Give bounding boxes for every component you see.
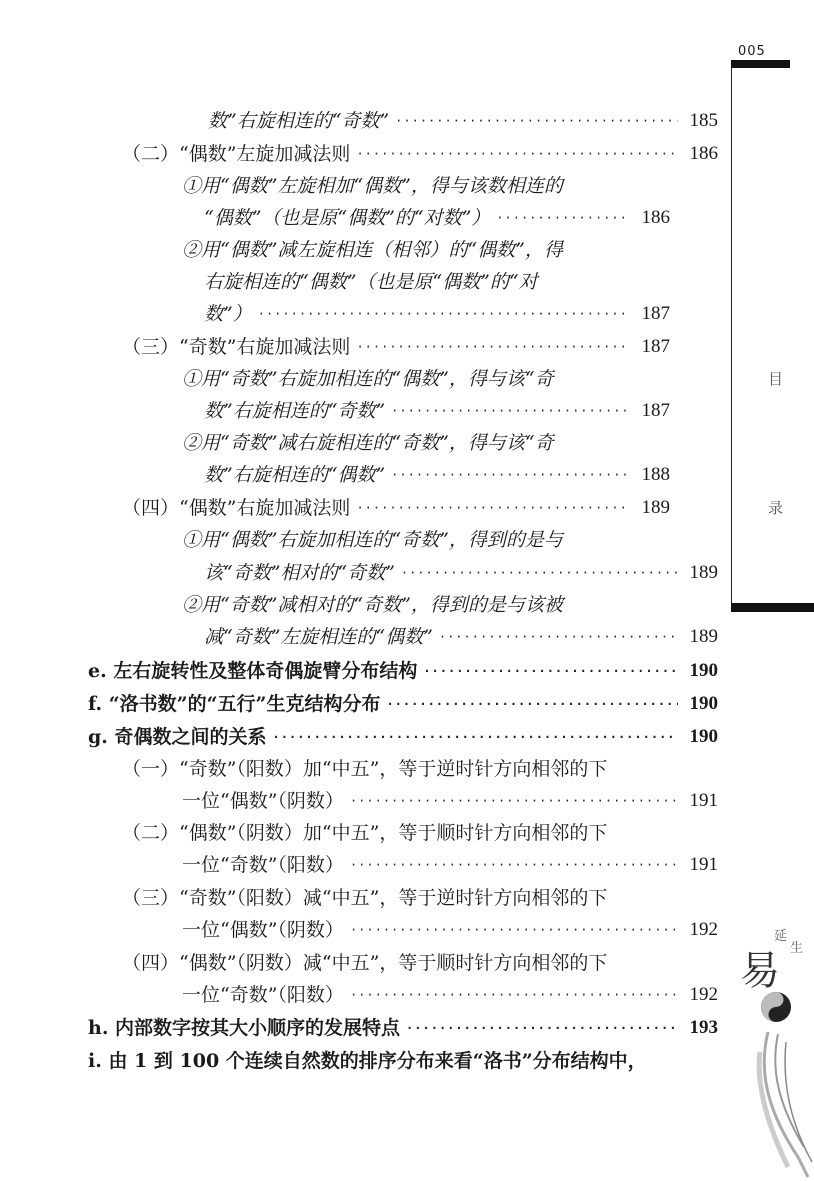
- page-number: 005: [738, 44, 766, 59]
- toc-entry-page: 189: [689, 562, 718, 583]
- toc-entry[interactable]: [88, 1011, 718, 1045]
- toc-entry[interactable]: [122, 491, 670, 525]
- toc-entry-text: 右旋相连的“偶数”（也是原“偶数”的“对: [204, 271, 538, 293]
- dot-leader: [350, 978, 678, 1012]
- toc-entry-text: 一位“偶数”（阴数）: [182, 790, 344, 812]
- toc-entry-page: 191: [689, 790, 718, 811]
- dot-leader: [356, 330, 630, 364]
- toc-entry[interactable]: [182, 784, 718, 818]
- toc-entry-text: （二）“偶数”左旋加减法则: [122, 143, 351, 165]
- toc-entry[interactable]: [88, 687, 718, 721]
- toc-entry-text: 该“奇数”相对的“奇数”: [204, 562, 395, 584]
- toc-entry-text: 数”）: [204, 303, 252, 325]
- toc-entry[interactable]: [204, 394, 670, 428]
- toc-entry-text: （四）“偶数”右旋加减法则: [122, 497, 351, 519]
- toc-entry-text: g. 奇偶数之间的关系: [88, 726, 267, 748]
- toc-entry-page: 186: [689, 143, 718, 164]
- toc-entry-text: ①用“偶数”右旋加相连的“奇数”，得到的是与: [182, 529, 563, 551]
- toc-entry[interactable]: [122, 752, 722, 786]
- toc-entry[interactable]: [182, 426, 672, 460]
- dot-leader: [395, 104, 678, 138]
- toc-entry[interactable]: [182, 848, 718, 882]
- toc-entry-text: e. 左右旋转性及整体奇偶旋臂分布结构: [88, 660, 418, 682]
- toc-entry-text: （一）“奇数”（阳数）加“中五”，等于逆时针方向相邻的下: [122, 758, 608, 780]
- toc-entry[interactable]: [182, 362, 672, 396]
- toc-entry[interactable]: [204, 297, 670, 331]
- side-tab-bottom-bar: [731, 603, 814, 612]
- toc-entry-text: ①用“奇数”右旋加相连的“偶数”，得与该“奇: [182, 368, 554, 390]
- toc-entry-text: （三）“奇数”（阳数）减“中五”，等于逆时针方向相邻的下: [122, 887, 608, 909]
- dot-leader: [401, 556, 678, 590]
- toc-entry-page: 187: [641, 400, 670, 421]
- toc-entry[interactable]: [122, 137, 718, 171]
- toc-entry-text: ②用“奇数”减右旋相连的“奇数”，得与该“奇: [182, 432, 554, 454]
- toc-entry-text: ②用“奇数”减相对的“奇数”，得到的是与该被: [182, 594, 563, 616]
- side-label-mu: 目: [768, 370, 784, 388]
- toc-entry[interactable]: [122, 881, 722, 915]
- toc-entry-page: 193: [689, 1017, 718, 1038]
- toc-entry[interactable]: [204, 556, 718, 590]
- book-emblem-icon: [738, 922, 814, 1181]
- toc-entry[interactable]: [122, 330, 670, 364]
- toc-entry-page: 192: [689, 919, 718, 940]
- emblem-char-2: 生: [790, 941, 804, 956]
- emblem-char-yi: 易: [740, 948, 780, 994]
- toc-entry-page: 186: [641, 207, 670, 228]
- toc-entry[interactable]: [88, 1044, 718, 1078]
- toc-entry-text: i. 由 1 到 100 个连续自然数的排序分布来看“洛书”分布结构中，: [88, 1050, 647, 1072]
- toc-entry[interactable]: [182, 169, 672, 203]
- toc-entry-page: 189: [641, 497, 670, 518]
- toc-entry-text: ②用“偶数”减左旋相连（相邻）的“偶数”，得: [182, 239, 563, 261]
- toc-entry[interactable]: [204, 620, 718, 654]
- dot-leader: [386, 687, 678, 721]
- dot-leader: [391, 394, 630, 428]
- toc-entry-text: h. 内部数字按其大小顺序的发展特点: [88, 1017, 401, 1039]
- toc-entry-text: 一位“偶数”（阴数）: [182, 919, 344, 941]
- dot-leader: [350, 848, 678, 882]
- toc-entry-text: （四）“偶数”（阴数）减“中五”，等于顺时针方向相邻的下: [122, 952, 608, 974]
- toc-entry-text: 一位“奇数”（阳数）: [182, 984, 344, 1006]
- toc-entry[interactable]: [182, 978, 718, 1012]
- toc-entry-text: 数”右旋相连的“奇数”: [208, 110, 390, 132]
- toc-entry-page: 190: [689, 660, 718, 681]
- toc-entry[interactable]: [122, 946, 722, 980]
- toc-entry-text: 数”右旋相连的“奇数”: [204, 400, 386, 422]
- toc-entry[interactable]: [88, 720, 718, 754]
- toc-entry-page: 190: [689, 726, 718, 747]
- toc-entry[interactable]: [208, 104, 718, 138]
- toc-entry[interactable]: [88, 654, 718, 688]
- toc-entry-page: 191: [689, 854, 718, 875]
- toc-entry-text: 减“奇数”左旋相连的“偶数”: [204, 626, 433, 648]
- side-tab-top-bar: [731, 60, 790, 68]
- toc-entry-text: ①用“偶数”左旋相加“偶数”，得与该数相连的: [182, 175, 563, 197]
- dot-leader: [350, 784, 678, 818]
- dot-leader: [439, 620, 678, 654]
- toc-entry[interactable]: [204, 201, 670, 235]
- dot-leader: [406, 1011, 678, 1045]
- toc-entry-page: 189: [689, 626, 718, 647]
- toc-entry-text: “偶数”（也是原“偶数”的“对数”）: [204, 207, 491, 229]
- toc-entry-page: 185: [689, 110, 718, 131]
- toc-entry[interactable]: [182, 913, 718, 947]
- toc-entry-page: 190: [689, 693, 718, 714]
- toc-entry-page: 188: [641, 464, 670, 485]
- toc-entry-text: （三）“奇数”右旋加减法则: [122, 336, 351, 358]
- toc-entry[interactable]: [182, 588, 672, 622]
- toc-entry-text: f. “洛书数”的“五行”生克结构分布: [88, 693, 381, 715]
- toc-entry-page: 187: [641, 336, 670, 357]
- side-label-lu: 录: [768, 499, 784, 517]
- toc-entry-text: （二）“偶数”（阴数）加“中五”，等于顺时针方向相邻的下: [122, 822, 608, 844]
- dot-leader: [496, 201, 630, 235]
- dot-leader: [356, 137, 678, 171]
- toc-entry-page: 192: [689, 984, 718, 1005]
- toc-entry-text: 一位“奇数”（阳数）: [182, 854, 344, 876]
- dot-leader: [391, 458, 630, 492]
- toc-entry[interactable]: [182, 233, 672, 267]
- toc-entry[interactable]: [204, 458, 670, 492]
- dot-leader: [356, 491, 630, 525]
- toc-entry[interactable]: [182, 523, 672, 557]
- dot-leader: [423, 654, 678, 688]
- dot-leader: [273, 720, 678, 754]
- toc-entry[interactable]: [204, 265, 670, 299]
- dot-leader: [350, 913, 678, 947]
- toc-entry-page: 187: [641, 303, 670, 324]
- toc-entry[interactable]: [122, 816, 722, 850]
- toc-entry-text: 数”右旋相连的“偶数”: [204, 464, 386, 486]
- side-tab-divider: [731, 68, 732, 603]
- dot-leader: [258, 297, 630, 331]
- emblem-char-1: 延: [774, 929, 788, 944]
